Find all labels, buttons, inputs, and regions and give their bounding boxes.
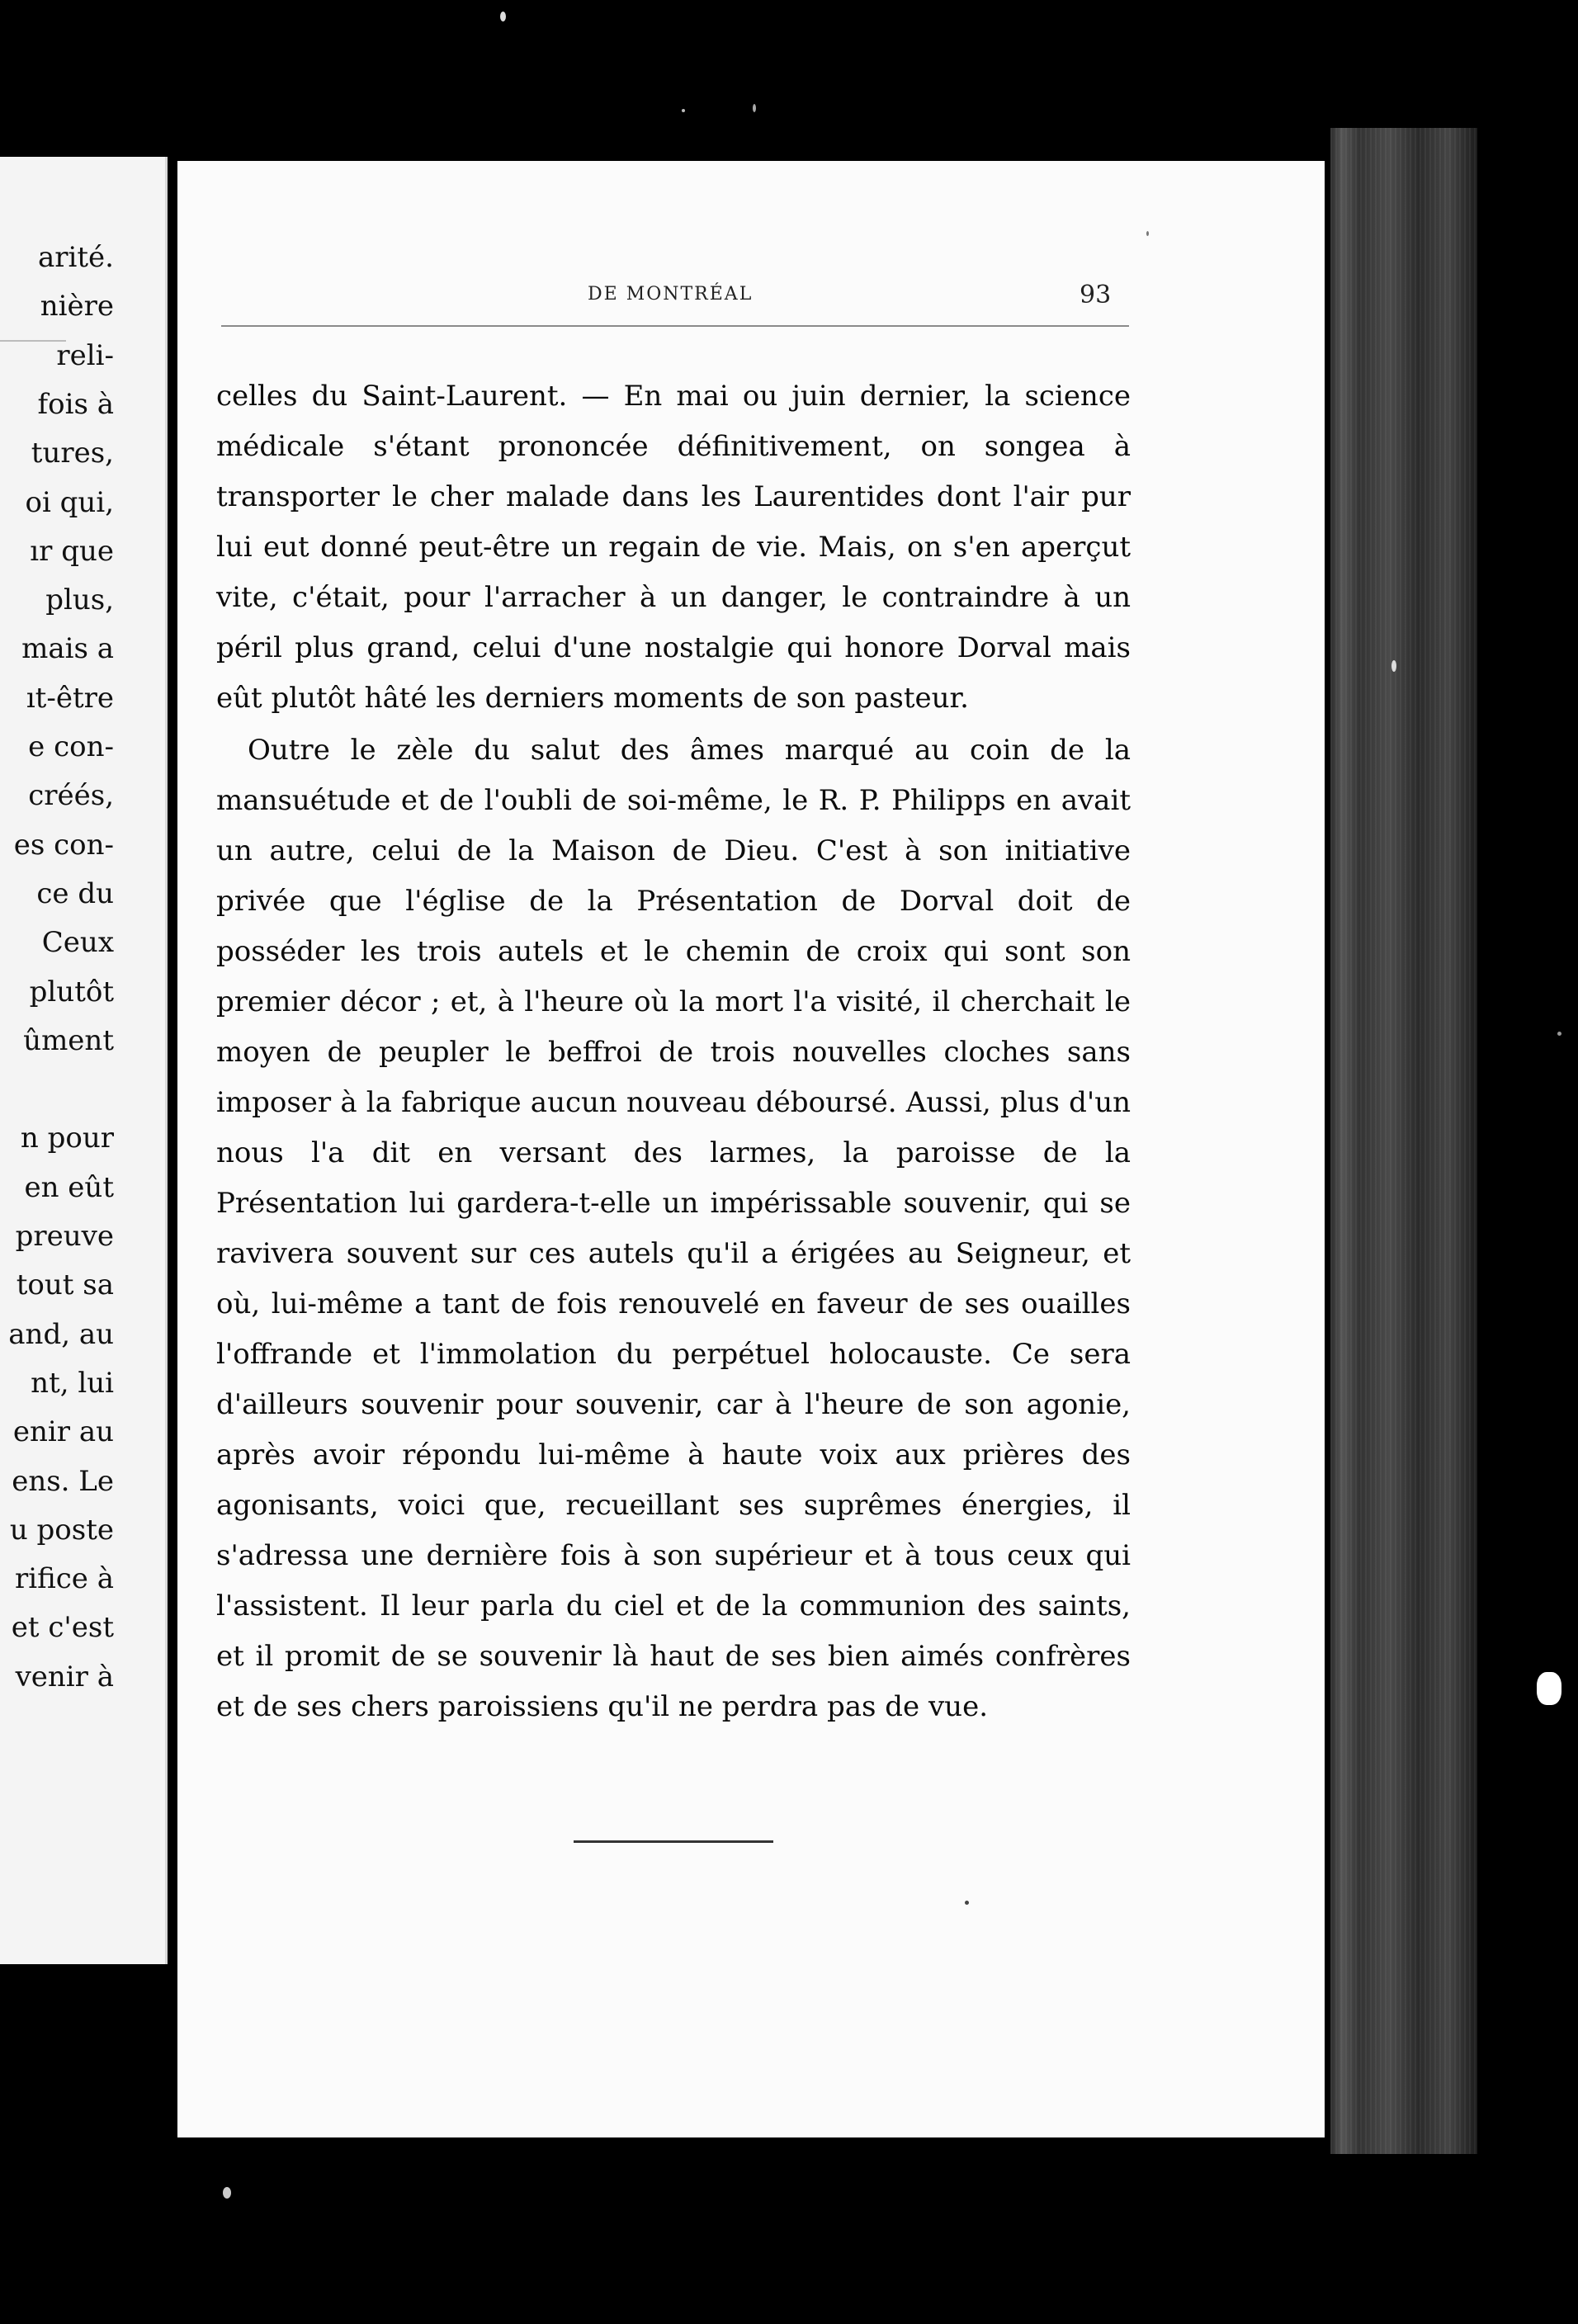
scan-speck xyxy=(682,109,685,112)
left-page-line: mais a xyxy=(21,632,114,666)
left-page-line: oi qui, xyxy=(25,485,114,519)
left-page-line: n pour xyxy=(20,1122,114,1155)
left-page-line: and, au xyxy=(8,1317,114,1351)
left-page-line: ır que xyxy=(30,534,114,568)
left-page-line: reli- xyxy=(56,338,114,372)
header-rule xyxy=(221,325,1129,327)
scan-speck xyxy=(1557,1032,1561,1036)
scan-speck xyxy=(500,12,506,21)
page-number: 93 xyxy=(1080,281,1112,309)
left-page-line: fois à xyxy=(37,387,114,421)
left-page-line: preuve xyxy=(15,1220,114,1253)
paragraph-1: celles du Saint-Laurent. — En mai ou juin dernier, la science médicale s'étant prononcée définitivement, on songea à transporter le cher malade dans les Laurentides dont l'air pur lui eut donné peut-être un regain de vie. Mais, on s'en aperçut vite, c'était, pour l'arracher à un danger, le contraindre à un péril plus grand, celui d'une nostalgie qui honore Dorval mais eût plutôt hâté les derniers moments de son pasteur. xyxy=(216,380,1131,715)
left-page-line: ıt-être xyxy=(26,681,114,715)
left-page-line: tout sa xyxy=(16,1268,114,1302)
paragraph-2: Outre le zèle du salut des âmes marqué au coin de la mansuétude et de l'oubli de soi-même, le R. P. Philipps en avait un autre, celui de la Maison de Dieu. C'est à son initiative privée que l'église de la Présentation de Dorval doit de posséder les trois autels et le chemin de croix qui sont son premier décor ; et, à l'heure où la mort l'a visité, il cherchait le moyen de peupler le beffroi de trois nouvelles cloches sans imposer à la fabrique aucun nouveau déboursé. Aussi, plus d'un nous l'a dit en versant des larmes, la paroisse de la Présentation lui gardera-t-elle un impérissable souvenir, qui se ravivera souvent sur ces autels qu'il a érigées au Seigneur, et où, lui-même a tant de fois renouvelé en faveur de ses ouailles l'offrande et l'immolation du perpétuel holocauste. Ce sera d'ailleurs souvenir pour souvenir, car à l'heure de son agonie, après avoir répondu lui-même à haute voix aux prières des agonisants, voici que, recueillant ses suprêmes énergies, il s'adressa une dernière fois à son supérieur et à tous ceux qui l'assistent. Il leur parla du ciel et de la communion des saints, et il promit de se souvenir là haut de ses bien aimés confrères et de ses chers paroissiens qu'il ne perdra pas de vue. xyxy=(216,734,1131,1723)
left-page-line: ûment xyxy=(23,1023,114,1057)
scan-speck xyxy=(1391,660,1396,672)
left-page-line: es con- xyxy=(13,828,114,862)
left-page-line: tures, xyxy=(31,437,114,470)
left-page-line: plutôt xyxy=(29,975,114,1008)
left-page-line: en eût xyxy=(24,1170,114,1204)
left-page-fragment xyxy=(0,157,168,1964)
left-page-line: u poste xyxy=(9,1513,114,1547)
scan-speck xyxy=(965,1901,969,1905)
scan-speck xyxy=(1537,1672,1561,1705)
left-page-line: nière xyxy=(40,290,114,324)
left-page-line: enir au xyxy=(12,1415,114,1449)
end-ornament-rule xyxy=(574,1840,773,1843)
scan-speck xyxy=(1146,231,1149,236)
left-page-line: nt, lui xyxy=(31,1366,114,1400)
left-page-line: plus, xyxy=(45,583,114,617)
body-text xyxy=(216,371,1131,1732)
left-page-line: ens. Le xyxy=(12,1464,114,1498)
left-page-line: et c'est xyxy=(11,1611,114,1645)
left-page-line: venir à xyxy=(15,1660,114,1693)
page-block-edge-texture xyxy=(1330,128,1477,2154)
scan-speck xyxy=(223,2187,231,2199)
left-page-line: e con- xyxy=(28,730,114,763)
left-page-line: Ceux xyxy=(41,926,114,960)
left-page-line: rifice à xyxy=(14,1562,114,1596)
left-page-line: ce du xyxy=(36,876,114,910)
scan-speck xyxy=(753,104,756,112)
left-page-line: arité. xyxy=(38,241,114,274)
left-page-line: créés, xyxy=(28,779,114,813)
running-head: DE MONTRÉAL xyxy=(588,284,754,305)
